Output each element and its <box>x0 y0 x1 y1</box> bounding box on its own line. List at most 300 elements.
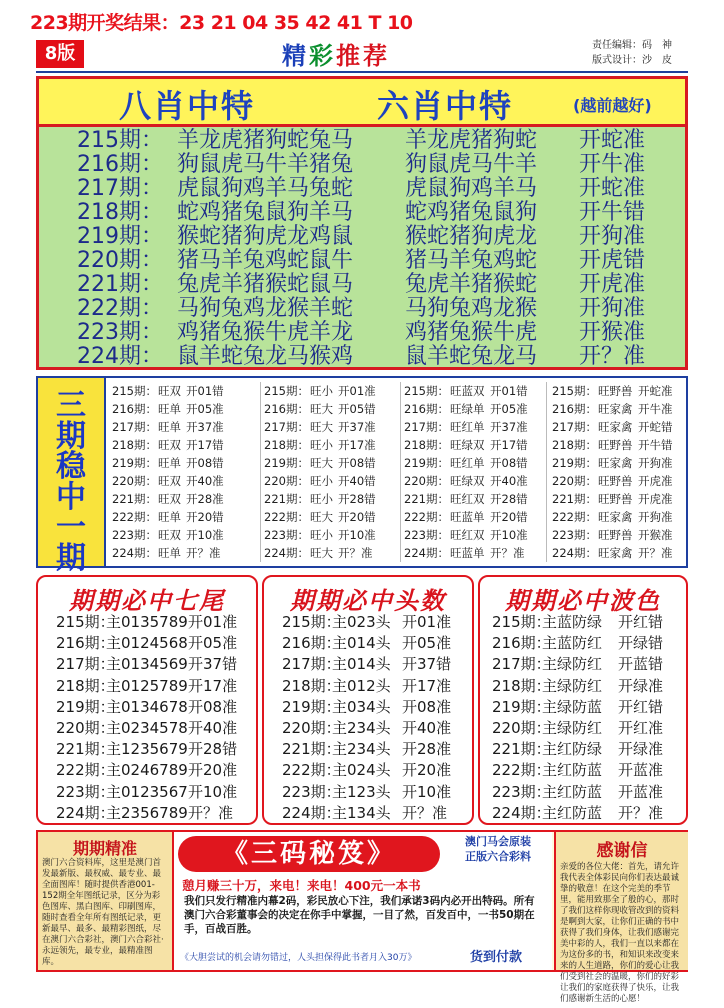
row-period: 215期： <box>282 613 341 631</box>
row-pick: 主红防蓝 <box>542 782 603 801</box>
row-pick: 旺大 <box>310 546 333 560</box>
row-period: 221期： <box>264 492 309 506</box>
row-result: 开01准 <box>338 384 376 398</box>
row-result: 开37准 <box>338 420 376 434</box>
period-row <box>404 436 544 454</box>
row-pick: 主红防蓝 <box>542 803 603 822</box>
row-period: 216期： <box>552 402 597 416</box>
zodiac-prediction-panel <box>36 76 688 370</box>
thank-you-letter <box>554 832 688 1004</box>
row-pick: 旺家禽 <box>598 420 633 434</box>
period-row <box>404 454 544 472</box>
row-result: 开？准 <box>490 546 525 560</box>
row-pick: 旺单 <box>158 402 181 416</box>
row-pick: 旺大 <box>310 402 333 416</box>
zodiac-row <box>39 345 685 369</box>
period-row <box>112 526 252 544</box>
row-result: 开01错 <box>186 384 224 398</box>
row-period: 219期： <box>77 224 163 249</box>
row-result: 开狗准 <box>638 510 673 524</box>
row-period: 224期： <box>404 546 449 560</box>
period-row <box>552 544 692 562</box>
row-result: 开绿准 <box>618 740 664 759</box>
seven-tails-box <box>36 575 258 825</box>
row-pick: 旺野兽 <box>598 438 633 452</box>
row-period: 216期： <box>56 634 115 653</box>
row-result: 开20错 <box>490 510 528 524</box>
period-row <box>264 382 404 400</box>
period-row <box>264 802 472 824</box>
row-result: 开蓝准 <box>618 782 664 801</box>
accuracy-notice-title: 期期精准 <box>72 839 137 858</box>
eight-zodiac-picks: 狗鼠虎马牛羊猪兔 <box>177 152 354 177</box>
row-pick: 主014头 <box>332 634 391 653</box>
color-odd-even-column <box>404 382 544 564</box>
row-result: 开20错 <box>338 510 376 524</box>
period-row <box>38 611 256 633</box>
row-pick: 主红防绿 <box>542 740 603 759</box>
row-result: 开红准 <box>618 719 664 737</box>
row-period: 217期： <box>56 655 115 674</box>
row-pick: 主034头 <box>332 697 391 716</box>
row-result: 开08准 <box>402 697 452 716</box>
row-pick: 旺单 <box>158 420 181 434</box>
row-result: 开10准 <box>186 528 224 542</box>
period-row <box>264 759 472 781</box>
row-result: 开28错 <box>338 492 376 506</box>
head-numbers-title: 期期必中头数 <box>290 587 446 615</box>
row-result: 开红错 <box>618 697 664 716</box>
secret-book-ad <box>174 832 552 970</box>
wave-color-box <box>478 575 688 825</box>
row-period: 224期： <box>264 546 309 560</box>
row-result: 开37错 <box>402 655 452 674</box>
draw-result-header: 223期开奖结果：23 21 04 35 42 41 T 10 <box>30 12 413 34</box>
eight-zodiac-picks: 猴蛇猪狗虎龙鸡鼠 <box>177 224 354 249</box>
row-period: 215期： <box>56 613 115 631</box>
row-pick: 旺蓝单 <box>450 510 485 524</box>
row-period: 220期： <box>56 719 115 737</box>
period-row <box>264 717 472 739</box>
row-pick: 旺小 <box>310 438 333 452</box>
period-row <box>264 653 472 675</box>
row-period: 222期： <box>492 761 551 780</box>
six-zodiac-picks: 马狗兔鸡龙猴 <box>405 296 538 321</box>
row-pick: 主014头 <box>332 655 391 674</box>
row-pick: 主绿防红 <box>542 719 603 737</box>
row-period: 217期： <box>77 176 163 201</box>
period-row <box>404 472 544 490</box>
period-row <box>480 738 686 760</box>
row-result: 开40准 <box>186 474 224 488</box>
period-row <box>38 675 256 697</box>
row-period: 222期： <box>404 510 449 524</box>
row-period: 221期： <box>492 740 551 759</box>
row-period: 215期： <box>77 128 163 153</box>
row-result: 开蛇错 <box>638 420 673 434</box>
row-pick: 主0134569 <box>106 655 188 674</box>
thank-you-text: 亲爱的各位大佬：首先，请允许我代表全体彩民向你们表达最诚挚的敬意！在这个完美的季节里，能用致那全了般的心，那时了我们这样你现收管改到的资料是啊到大家，让你们正确的书中获得了我们身体，让我们感谢完美中彩的人，我们一直以来都在为这份多的书，和知识来改变来来的人生道路，你们的爱心让我们受到社会的温暖，你们的好彩让我们的家庭获得了快乐，让我们感谢新生活的心愿！ <box>560 862 680 1004</box>
row-pick: 旺单 <box>158 510 181 524</box>
row-result: 开05准 <box>402 634 452 653</box>
period-row <box>552 526 692 544</box>
source-label <box>446 834 550 864</box>
row-pick: 旺双 <box>158 528 181 542</box>
row-pick: 旺家禽 <box>598 402 633 416</box>
row-result: 开28错 <box>188 740 238 759</box>
source-line-2: 正版六合彩料 <box>465 850 531 863</box>
row-period: 217期： <box>264 420 309 434</box>
period-row <box>404 490 544 508</box>
zodiac-row <box>39 177 685 201</box>
row-result: 开绿准 <box>618 676 664 695</box>
row-pick: 旺大 <box>310 456 333 470</box>
eight-zodiac-picks: 羊龙虎猪狗蛇兔马 <box>177 128 354 153</box>
row-result: 开40错 <box>338 474 376 488</box>
row-result: 开17准 <box>338 438 376 452</box>
row-period: 219期： <box>56 697 115 716</box>
period-row <box>552 454 692 472</box>
row-pick: 旺单 <box>158 456 181 470</box>
row-result: 开？准 <box>188 803 234 822</box>
row-period: 218期： <box>112 438 157 452</box>
zodiac-row <box>39 297 685 321</box>
period-row <box>264 526 404 544</box>
six-zodiac-picks: 猴蛇猪狗虎龙 <box>405 224 538 249</box>
row-period: 216期： <box>492 634 551 653</box>
row-period: 217期： <box>492 655 551 674</box>
row-pick: 主024头 <box>332 761 391 780</box>
eight-zodiac-picks: 鼠羊蛇兔龙马猴鸡 <box>177 344 354 369</box>
row-period: 219期： <box>282 697 341 716</box>
row-result: 开牛错 <box>638 438 673 452</box>
title-char-4: 荐 <box>363 42 390 70</box>
eight-zodiac-picks: 虎鼠狗鸡羊马兔蛇 <box>177 176 354 201</box>
row-result: 开28准 <box>186 492 224 506</box>
row-result: 开蓝错 <box>618 655 664 674</box>
row-result: 开牛错 <box>579 200 646 225</box>
period-row <box>112 382 252 400</box>
row-result: 开08准 <box>188 697 238 716</box>
row-pick: 主234头 <box>332 719 391 737</box>
row-period: 224期： <box>492 803 551 822</box>
row-period: 219期： <box>492 697 551 716</box>
period-row <box>112 544 252 562</box>
row-pick: 旺野兽 <box>598 474 633 488</box>
period-row <box>264 436 404 454</box>
period-row <box>264 418 404 436</box>
row-pick: 主0123567 <box>106 782 188 801</box>
head-numbers-box <box>262 575 474 825</box>
row-pick: 主134头 <box>332 803 391 822</box>
row-pick: 旺红双 <box>450 528 485 542</box>
row-result: 开绿错 <box>618 634 664 653</box>
row-period: 221期： <box>282 740 341 759</box>
period-row <box>404 508 544 526</box>
row-result: 开10准 <box>490 528 528 542</box>
period-row <box>404 382 544 400</box>
period-row <box>552 490 692 508</box>
row-pick: 旺蓝双 <box>450 384 485 398</box>
period-row <box>264 632 472 654</box>
zodiac-row <box>39 201 685 225</box>
row-period: 215期： <box>264 384 309 398</box>
period-row <box>112 508 252 526</box>
row-result: 开20准 <box>188 761 238 780</box>
period-row <box>38 717 256 739</box>
row-period: 222期： <box>552 510 597 524</box>
column-divider <box>546 382 547 562</box>
row-period: 221期： <box>112 492 157 506</box>
row-result: 开40准 <box>490 474 528 488</box>
eight-zodiac-picks: 猪马羊兔鸡蛇鼠牛 <box>177 248 354 273</box>
period-row <box>480 696 686 718</box>
row-pick: 旺小 <box>310 492 333 506</box>
row-period: 218期： <box>282 676 341 695</box>
row-period: 218期： <box>264 438 309 452</box>
row-result: 开蛇准 <box>579 128 646 153</box>
row-result: 开28错 <box>490 492 528 506</box>
row-pick: 主023头 <box>332 613 391 631</box>
period-row <box>112 454 252 472</box>
row-period: 223期： <box>264 528 309 542</box>
row-period: 216期： <box>282 634 341 653</box>
row-period: 218期： <box>77 200 163 225</box>
row-result: 开40准 <box>188 719 238 737</box>
title-char-3: 推 <box>336 42 363 70</box>
column-divider <box>260 382 261 562</box>
period-row <box>552 472 692 490</box>
row-period: 222期： <box>112 510 157 524</box>
edition-badge: 8版 <box>36 40 84 68</box>
row-period: 216期： <box>264 402 309 416</box>
three-period-side-title <box>38 378 106 576</box>
row-pick: 旺小 <box>310 528 333 542</box>
row-period: 215期： <box>552 384 597 398</box>
period-row <box>264 544 404 562</box>
row-result: 开37错 <box>188 655 238 674</box>
row-pick: 主234头 <box>332 740 391 759</box>
row-pick: 主0124568 <box>106 634 188 653</box>
row-pick: 旺绿双 <box>450 474 485 488</box>
six-zodiac-picks: 鸡猪兔猴牛虎 <box>405 320 538 345</box>
zodiac-row <box>39 249 685 273</box>
side-title-char: 三 <box>56 388 86 423</box>
row-period: 215期： <box>112 384 157 398</box>
row-pick: 主0134678 <box>106 697 188 716</box>
period-row <box>480 717 686 739</box>
row-result: 开？准 <box>579 344 646 369</box>
row-result: 开01准 <box>402 613 452 631</box>
row-period: 220期： <box>77 248 163 273</box>
row-result: 开08错 <box>186 456 224 470</box>
period-row <box>112 400 252 418</box>
zodiac-panel-tag: (越前越好) <box>573 96 652 115</box>
row-period: 219期： <box>552 456 597 470</box>
six-zodiac-picks: 猪马羊兔鸡蛇 <box>405 248 538 273</box>
zodiac-row <box>39 273 685 297</box>
row-pick: 主0125789 <box>106 676 188 695</box>
row-pick: 旺小 <box>310 474 333 488</box>
row-result: 开？准 <box>338 546 373 560</box>
period-row <box>264 696 472 718</box>
row-pick: 旺双 <box>158 474 181 488</box>
period-row <box>264 738 472 760</box>
period-row <box>264 472 404 490</box>
period-row <box>264 781 472 803</box>
row-pick: 旺绿双 <box>450 438 485 452</box>
period-row <box>264 611 472 633</box>
row-result: 开虎错 <box>579 248 646 273</box>
six-zodiac-picks: 羊龙虎猪狗蛇 <box>405 128 538 153</box>
row-pick: 主012头 <box>332 676 391 695</box>
row-result: 开牛准 <box>579 152 646 177</box>
row-period: 224期： <box>282 803 341 822</box>
row-result: 开虎准 <box>579 272 646 297</box>
accuracy-notice <box>38 832 174 970</box>
credits <box>592 38 672 68</box>
row-period: 223期： <box>492 782 551 801</box>
row-period: 220期： <box>492 719 551 737</box>
row-result: 开狗准 <box>638 456 673 470</box>
period-row <box>38 632 256 654</box>
row-pick: 旺小 <box>310 384 333 398</box>
period-row <box>38 802 256 824</box>
row-period: 219期： <box>112 456 157 470</box>
wild-domestic-column <box>552 382 692 564</box>
row-result: 开17准 <box>188 676 238 695</box>
source-line-1: 澳门马会原装 <box>465 835 531 848</box>
wave-color-title: 期期必中波色 <box>505 587 661 615</box>
row-period: 216期： <box>404 402 449 416</box>
row-period: 215期： <box>492 613 551 631</box>
zodiac-panel-header <box>39 79 685 127</box>
row-period: 217期： <box>112 420 157 434</box>
secret-book-banner: 《三码秘笈》 <box>178 836 440 872</box>
six-zodiac-picks: 虎鼠狗鸡羊马 <box>405 176 538 201</box>
row-pick: 旺绿单 <box>450 402 485 416</box>
period-row <box>404 418 544 436</box>
row-result: 开20错 <box>186 510 224 524</box>
row-period: 223期： <box>404 528 449 542</box>
row-pick: 主蓝防绿 <box>542 613 603 631</box>
zodiac-row <box>39 129 685 153</box>
row-pick: 旺单 <box>158 546 181 560</box>
row-period: 223期： <box>56 782 115 801</box>
row-period: 223期： <box>552 528 597 542</box>
row-pick: 旺红单 <box>450 456 485 470</box>
row-result: 开01错 <box>490 384 528 398</box>
row-period: 222期： <box>282 761 341 780</box>
seven-tails-title: 期期必中七尾 <box>69 587 225 615</box>
title-char-1: 精 <box>282 42 309 70</box>
row-result: 开01准 <box>188 613 238 631</box>
row-pick: 旺大 <box>310 510 333 524</box>
editor-credit: 责任编辑：码 神 <box>592 40 672 51</box>
period-row <box>480 759 686 781</box>
row-period: 221期： <box>56 740 115 759</box>
period-row <box>480 653 686 675</box>
row-result: 开蛇准 <box>579 176 646 201</box>
period-row <box>552 400 692 418</box>
row-pick: 主蓝防红 <box>542 634 603 653</box>
eight-zodiac-picks: 马狗兔鸡龙猴羊蛇 <box>177 296 354 321</box>
row-period: 217期： <box>404 420 449 434</box>
page-title <box>282 36 390 71</box>
side-title-char: 稳 <box>56 449 86 484</box>
row-pick: 主红防蓝 <box>542 761 603 780</box>
period-row <box>264 675 472 697</box>
period-row <box>404 526 544 544</box>
row-period: 224期： <box>56 803 115 822</box>
row-result: 开10准 <box>338 528 376 542</box>
row-period: 218期： <box>492 676 551 695</box>
column-divider <box>400 382 401 562</box>
row-pick: 旺蓝单 <box>450 546 485 560</box>
zodiac-row <box>39 153 685 177</box>
row-pick: 主0135789 <box>106 613 188 631</box>
advert-panel <box>36 830 688 1004</box>
row-pick: 旺家禽 <box>598 456 633 470</box>
row-period: 220期： <box>112 474 157 488</box>
period-row <box>404 400 544 418</box>
row-pick: 主0246789 <box>106 761 188 780</box>
big-small-column <box>264 382 404 564</box>
row-period: 221期： <box>552 492 597 506</box>
row-pick: 主绿防红 <box>542 655 603 674</box>
period-row <box>38 781 256 803</box>
row-result: 开？准 <box>618 803 664 822</box>
title-char-2: 彩 <box>309 42 336 70</box>
row-pick: 旺红双 <box>450 492 485 506</box>
period-row <box>552 382 692 400</box>
row-period: 223期： <box>112 528 157 542</box>
row-period: 217期： <box>282 655 341 674</box>
row-result: 开28准 <box>402 740 452 759</box>
row-period: 222期： <box>56 761 115 780</box>
eight-zodiac-picks: 兔虎羊猪猴蛇鼠马 <box>177 272 354 297</box>
period-row <box>112 418 252 436</box>
side-title-char: 期 <box>56 540 86 576</box>
row-pick: 主1235679 <box>106 740 188 759</box>
period-row <box>112 472 252 490</box>
period-row <box>38 653 256 675</box>
row-result: 开05准 <box>188 634 238 653</box>
eight-zodiac-picks: 鸡猪兔猴牛虎羊龙 <box>177 320 354 345</box>
eight-zodiac-picks: 蛇鸡猪兔鼠狗羊马 <box>177 200 354 225</box>
row-pick: 旺家禽 <box>598 546 633 560</box>
period-row <box>38 738 256 760</box>
ad-subheading: 憩月赚三十万，来电！来电！400元一本书 <box>182 878 421 893</box>
accuracy-notice-text: 澳门六合资料库，这里是澳门首发最新版、最权威、最专业、最全面图库！随时提供香港001-152期全年图纸记录，区分为彩色图库、黑白图库、印刷图库，随时查看全年所有图纸记录，更新最早、最多、最精彩图纸，尽在澳门六合彩社，澳门六合彩社·永远领先，最专业，最精准图库。 <box>42 858 164 967</box>
period-row <box>404 544 544 562</box>
eight-zodiac-title: 八肖中特 <box>119 87 256 125</box>
row-pick: 旺野兽 <box>598 528 633 542</box>
row-period: 224期： <box>112 546 157 560</box>
row-period: 221期： <box>77 272 163 297</box>
row-pick: 旺双 <box>158 438 181 452</box>
row-period: 224期： <box>77 344 163 369</box>
zodiac-row <box>39 225 685 249</box>
row-result: 开狗准 <box>579 224 646 249</box>
row-result: 开10准 <box>188 782 238 801</box>
ad-footnote: 《大胆尝试的机会请勿错过，人头担保得此书者月入30万》 <box>180 953 417 963</box>
row-period: 221期： <box>404 492 449 506</box>
thank-you-title: 感谢信 <box>596 841 648 861</box>
period-row <box>112 436 252 454</box>
row-result: 开17错 <box>490 438 528 452</box>
cash-on-delivery-label: 货到付款 <box>470 950 523 965</box>
